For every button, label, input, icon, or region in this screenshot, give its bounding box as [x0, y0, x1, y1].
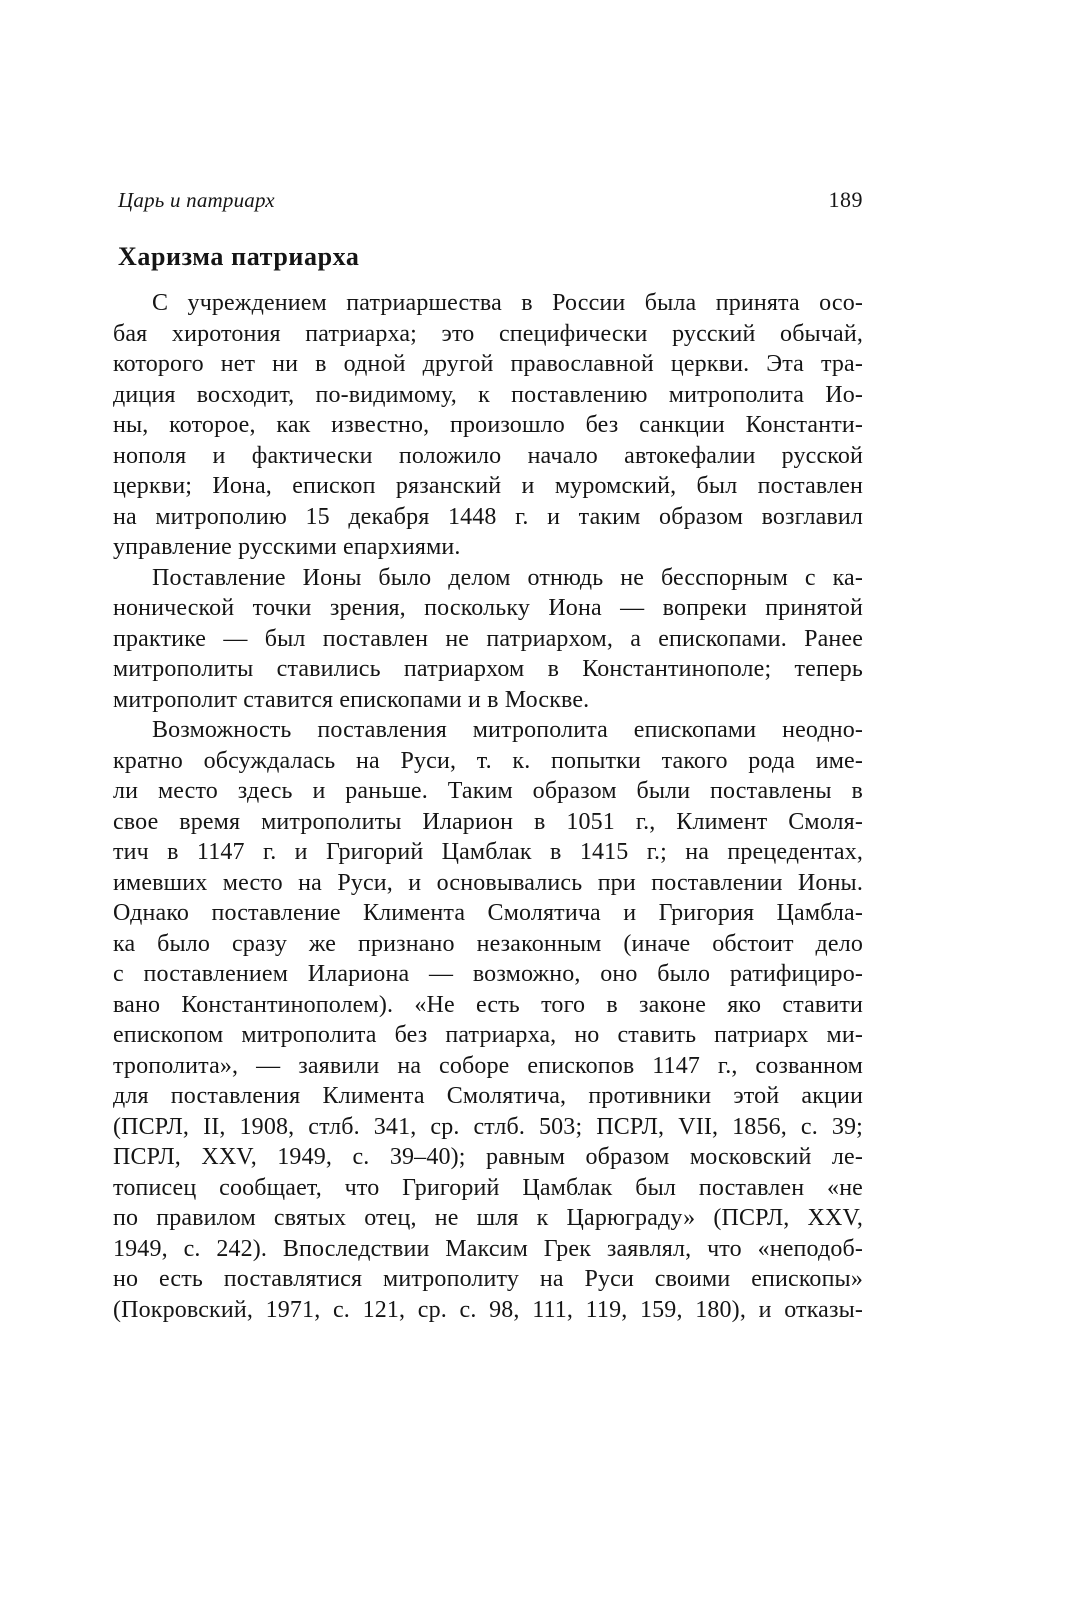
running-header: [118, 184, 863, 216]
paragraph-3-line: трополита», — заявили на соборе епископов 1147 г., созванном: [113, 1052, 863, 1079]
paragraph-2-line: практике — был поставлен не патриархом, а епископами. Ранее: [113, 625, 863, 652]
paragraph-2-line: Поставление Ионы было делом отнюдь не бесспорным с ка-: [152, 564, 863, 591]
paragraph-2-line: митрополиты ставились патриархом в Константинополе; теперь: [113, 656, 863, 682]
paragraph-3-line: ка было сразу же признано незаконным (иначе обстоит дело: [113, 930, 863, 957]
paragraph-3-line: епископом митрополита без патриарха, но ставить патриарх ми-: [113, 1022, 863, 1048]
paragraph-3-line: вано Константинополем). «Не есть того в законе яко ставити: [113, 991, 863, 1018]
paragraph-2-line: нонической точки зрения, поскольку Иона — вопреки принятой: [113, 595, 863, 621]
paragraph-1-line: управление русскими епархиями.: [113, 534, 461, 560]
paragraph-3-line: Возможность поставления митрополита епископами неодно-: [152, 717, 863, 743]
paragraph-1-line: диция восходит, по-видимому, к поставлению митрополита Ио-: [113, 381, 863, 408]
paragraph-3-line: ПСРЛ, XXV, 1949, с. 39–40); равным образом московский ле-: [113, 1144, 863, 1170]
paragraph-3-line: для поставления Климента Смолятича, противники этой акции: [113, 1083, 863, 1109]
paragraph-3-line: ли место здесь и раньше. Таким образом были поставлены в: [113, 778, 863, 804]
running-title: Царь и патриарх: [118, 188, 275, 212]
paragraph-3-line: тописец сообщает, что Григорий Цамблак был поставлен «не: [113, 1174, 863, 1201]
paragraph-1-line: на митрополию 15 декабря 1448 г. и таким образом возглавил: [113, 503, 863, 530]
paragraph-3-line: но есть поставлятися митрополиту на Руси своими епископы»: [113, 1266, 863, 1292]
paragraph-3-line: тич в 1147 г. и Григорий Цамблак в 1415 г.; на прецедентах,: [113, 839, 863, 865]
page-number: 189: [828, 187, 863, 212]
paragraph-1-line: ны, которое, как известно, произошло без санкции Константи-: [113, 412, 863, 438]
paragraph-3-line: 1949, с. 242). Впоследствии Максим Грек заявлял, что «неподоб-: [113, 1235, 863, 1262]
paragraph-3-line: (Покровский, 1971, с. 121, ср. с. 98, 111, 119, 159, 180), и отказы-: [113, 1296, 863, 1323]
body-text: [113, 288, 863, 1325]
paragraph-1-line: бая хиротония патриарха; это специфически русский обычай,: [113, 320, 863, 347]
section-title: Харизма патриарха: [118, 242, 360, 271]
paragraph-3-line: с поставлением Илариона — возможно, оно было ратифициро-: [113, 961, 863, 987]
paragraph-1-line: церкви; Иона, епископ рязанский и муромский, был поставлен: [113, 473, 863, 499]
paragraph-3-line: имевших место на Руси, и основывались при поставлении Ионы.: [113, 869, 863, 896]
paragraph-3-line: (ПСРЛ, II, 1908, стлб. 341, ср. стлб. 503; ПСРЛ, VII, 1856, с. 39;: [113, 1113, 863, 1140]
paragraph-1-line: С учреждением патриаршества в России была принята осо-: [152, 290, 863, 316]
paragraph-2-line: митрополит ставится епископами и в Москве.: [113, 686, 590, 713]
paragraph-3-line: по правилом святых отец, не шля к Царюграду» (ПСРЛ, XXV,: [113, 1205, 863, 1231]
paragraph-1-line: которого нет ни в одной другой православной церкви. Эта тра-: [113, 351, 863, 377]
paragraph-3-line: кратно обсуждалась на Руси, т. к. попытки такого рода име-: [113, 747, 863, 774]
paragraph-1-line: нополя и фактически положило начало автокефалии русской: [113, 442, 863, 469]
paragraph-3-line: свое время митрополиты Иларион в 1051 г., Климент Смоля-: [113, 808, 863, 835]
paragraph-3-line: Однако поставление Климента Смолятича и Григория Цамбла-: [113, 900, 863, 926]
